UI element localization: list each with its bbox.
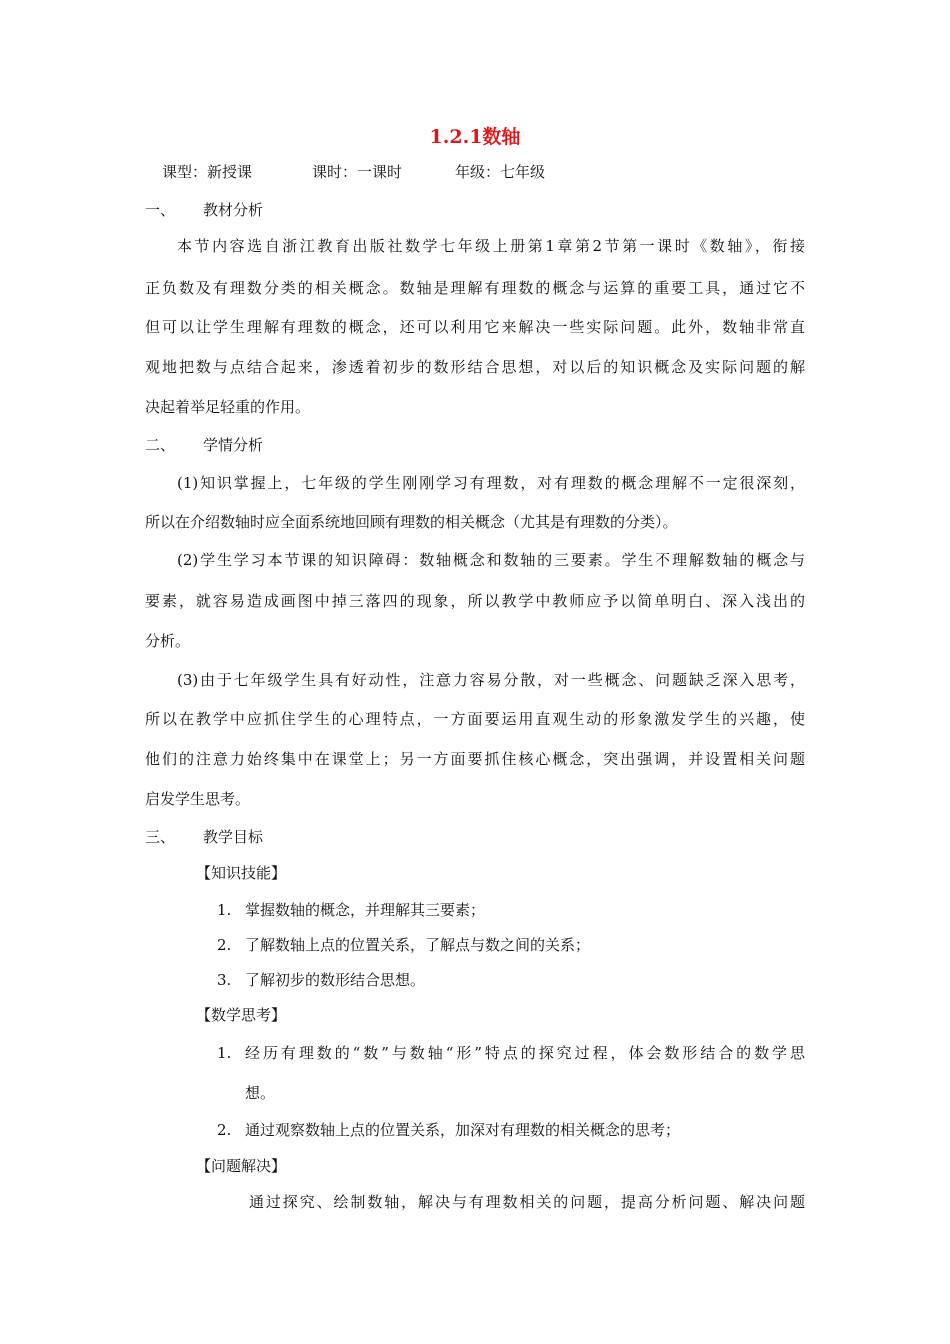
- section2-p3-line-1: (3)由于七年级学生具有好动性，注意力容易分散，对一些概念、问题缺乏深入思考，: [177, 671, 805, 689]
- knowledge-skills-label: 【知识技能】: [196, 864, 287, 882]
- meta-course-type: 课型：新授课: [162, 163, 253, 181]
- section1-number: 一、: [145, 201, 176, 219]
- section2-p3-line-4: 启发学生思考。: [145, 790, 251, 808]
- section2-p2-line-2: 要素，就容易造成画图中掉三落四的现象，所以教学中教师应予以简单明白、深入浅出的: [145, 592, 805, 610]
- knowledge-item-3-number: 3.: [217, 971, 232, 989]
- knowledge-item-1-text: 掌握数轴的概念，并理解其三要素；: [245, 901, 486, 919]
- section2-heading: 学情分析: [203, 436, 264, 454]
- section2-p2-line-1: (2)学生学习本节课的知识障碍：数轴概念和数轴的三要素。学生不理解数轴的概念与: [177, 551, 805, 569]
- problem-solving-line-1: 通过探究、绘制数轴，解决与有理数相关的问题，提高分析问题、解决问题: [249, 1193, 805, 1211]
- knowledge-item-3-text: 了解初步的数形结合思想。: [245, 971, 426, 989]
- section1-line-4: 观地把数与点结合起来，渗透着初步的数形结合思想，对以后的知识概念及实际问题的解: [145, 358, 805, 376]
- knowledge-item-2-number: 2.: [217, 936, 232, 954]
- section1-line-5: 决起着举足轻重的作用。: [145, 398, 311, 416]
- thinking-item-1-line-2: 想。: [245, 1084, 276, 1102]
- math-thinking-label: 【数学思考】: [196, 1006, 287, 1024]
- thinking-item-2-number: 2.: [217, 1121, 232, 1139]
- section1-line-3: 但可以让学生理解有理数的概念，还可以利用它来解决一些实际问题。此外，数轴非常直: [145, 318, 805, 336]
- section2-p3-line-3: 他们的注意力始终集中在课堂上；另一方面要抓住核心概念，突出强调，并设置相关问题: [145, 750, 805, 768]
- meta-grade: 年级：七年级: [455, 163, 546, 181]
- thinking-item-1-number: 1.: [217, 1044, 232, 1062]
- knowledge-item-1-number: 1.: [217, 901, 232, 919]
- section1-heading: 教材分析: [203, 201, 264, 219]
- section3-heading: 教学目标: [203, 828, 264, 846]
- problem-solving-label: 【问题解决】: [196, 1157, 287, 1175]
- section2-p2-line-3: 分析。: [145, 632, 191, 650]
- section3-number: 三、: [145, 828, 176, 846]
- knowledge-item-2-text: 了解数轴上点的位置关系，了解点与数之间的关系；: [245, 936, 591, 954]
- section2-p1-line-2: 所以在介绍数轴时应全面系统地回顾有理数的相关概念（尤其是有理数的分类）。: [145, 513, 678, 531]
- thinking-item-1-line-1: 经历有理数的“数”与数轴“形”特点的探究过程，体会数形结合的数学思: [245, 1044, 805, 1062]
- section1-line-2: 正负数及有理数分类的相关概念。数轴是理解有理数的概念与运算的重要工具，通过它不: [145, 279, 805, 297]
- page-title: 1.2.1数轴: [429, 126, 521, 148]
- section2-p1-line-1: (1)知识掌握上，七年级的学生刚刚学习有理数，对有理数的概念理解不一定很深刻，: [177, 474, 805, 492]
- section1-line-1: 本节内容选自浙江教育出版社数学七年级上册第1章第2节第一课时《数轴》，衔接: [177, 237, 805, 255]
- meta-class-hours: 课时：一课时: [312, 163, 403, 181]
- thinking-item-2-text: 通过观察数轴上点的位置关系，加深对有理数的相关概念的思考；: [245, 1121, 681, 1139]
- section2-p3-line-2: 所以在教学中应抓住学生的心理特点，一方面要运用直观生动的形象激发学生的兴趣，使: [145, 710, 805, 728]
- section2-number: 二、: [145, 436, 176, 454]
